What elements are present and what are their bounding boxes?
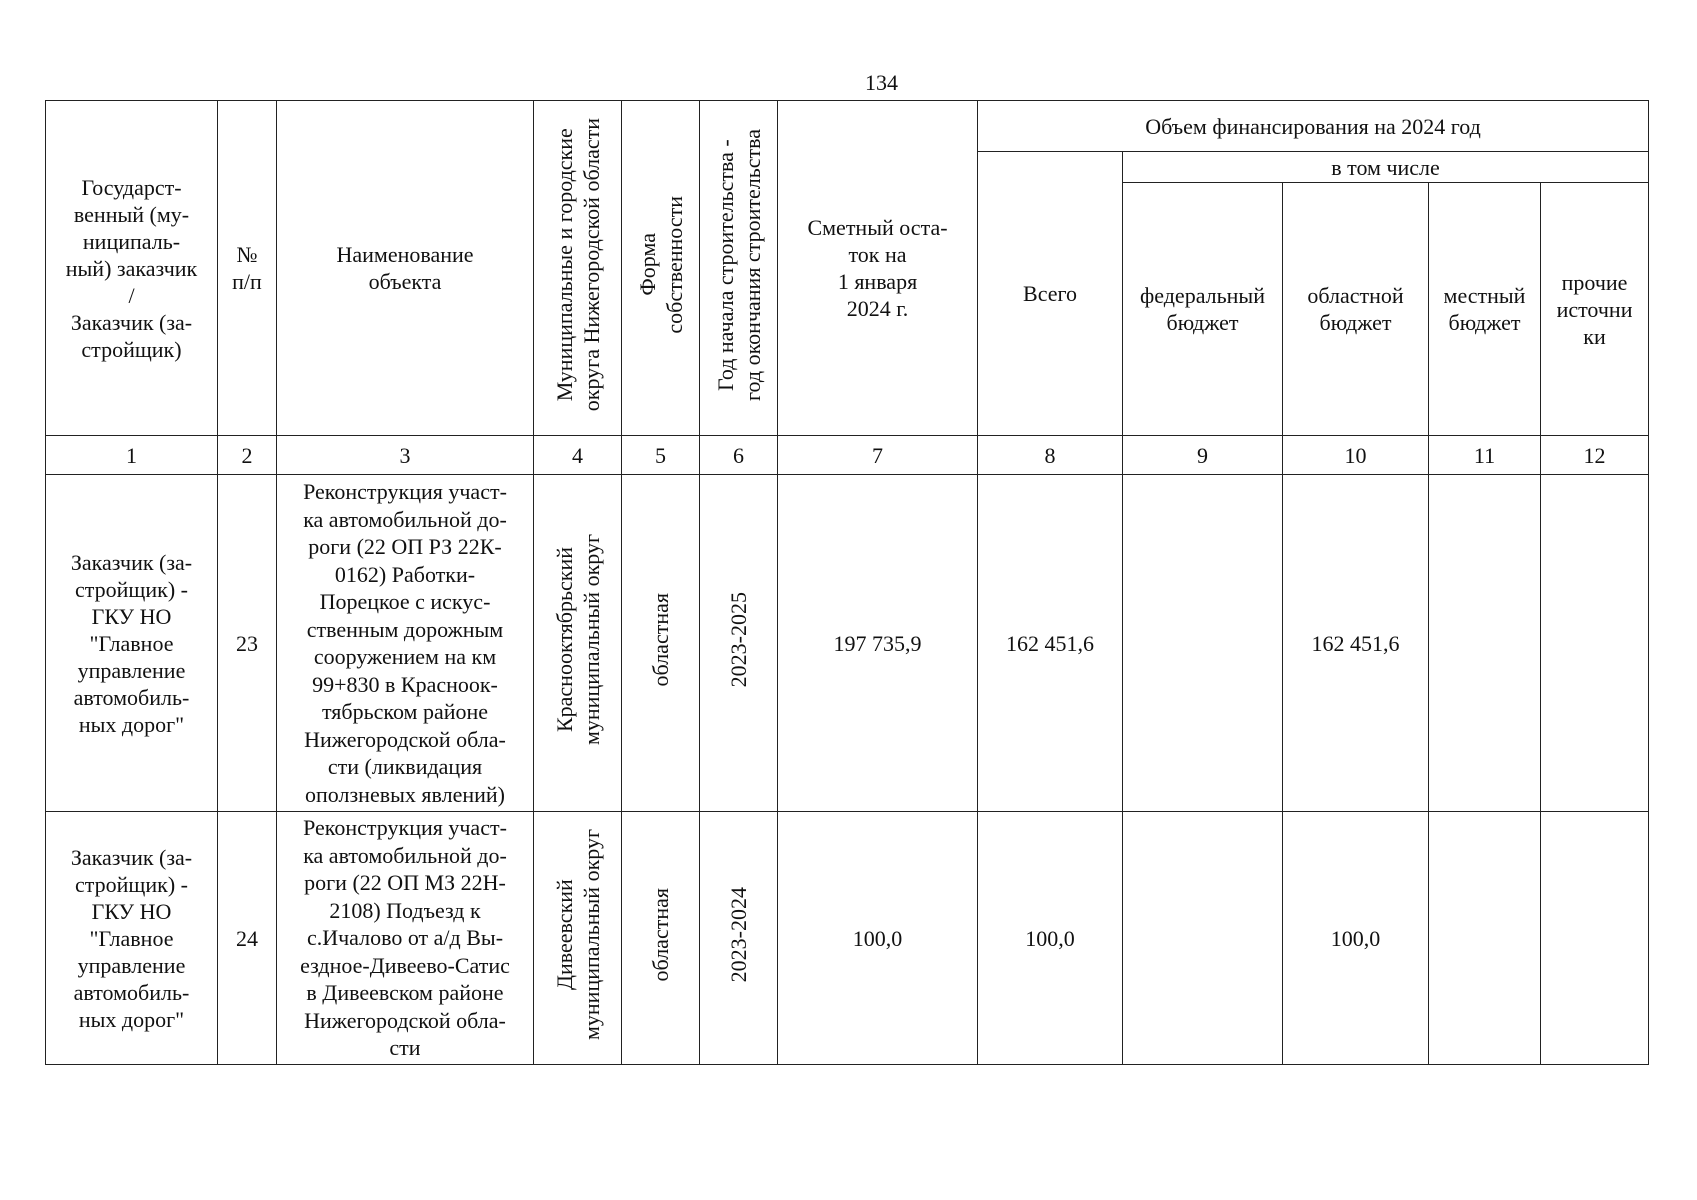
- row-federal-budget: [1123, 475, 1283, 812]
- header-construction-years: Год начала строительства - год окончания строительства: [712, 129, 765, 401]
- row-construction-years: 2023-2024: [726, 887, 751, 983]
- row-construction-years: 2023-2025: [726, 592, 751, 688]
- row-regional-budget: 162 451,6: [1283, 475, 1429, 812]
- table-row: [46, 812, 1649, 1065]
- header-other-sources: прочие источни ки: [1541, 183, 1649, 436]
- row-other-sources: [1541, 475, 1649, 812]
- header-regional-budget: областной бюджет: [1283, 183, 1429, 436]
- column-number: 10: [1283, 436, 1429, 475]
- row-ownership-form-cell: [622, 812, 700, 1065]
- header-construction-years-cell: [700, 101, 778, 436]
- row-number: 23: [218, 475, 277, 812]
- row-other-sources: [1541, 812, 1649, 1065]
- row-number: 24: [218, 812, 277, 1065]
- header-total: Всего: [978, 152, 1123, 436]
- column-number: 1: [46, 436, 218, 475]
- header-ownership-form: Форма собственности: [634, 196, 687, 334]
- row-estimated-balance: 197 735,9: [778, 475, 978, 812]
- header-municipal-district: Муниципальные и городские округа Нижегородской области: [551, 118, 604, 412]
- row-object-name: Реконструкция участ- ка автомобильной до- роги (22 ОП МЗ 22Н- 2108) Подъезд к с.Ичалово от а/д Вы- ездное-Дивеево-Сатис в Дивеевском районе Нижегородской обла- сти: [277, 812, 534, 1065]
- column-number: 12: [1541, 436, 1649, 475]
- row-municipal-district: Дивеевский муниципальный округ: [551, 829, 604, 1041]
- column-number: 2: [218, 436, 277, 475]
- row-ownership-form: областная: [648, 888, 673, 982]
- row-ownership-form-cell: [622, 475, 700, 812]
- header-estimated-balance: Сметный оста- ток на 1 января 2024 г.: [778, 101, 978, 436]
- row-estimated-balance: 100,0: [778, 812, 978, 1065]
- column-number: 4: [534, 436, 622, 475]
- row-municipal-district: Краснооктябрьский муниципальный округ: [551, 534, 604, 746]
- column-number: 11: [1429, 436, 1541, 475]
- header-number: № п/п: [218, 101, 277, 436]
- column-number: 9: [1123, 436, 1283, 475]
- row-object-name: Реконструкция участ- ка автомобильной до- роги (22 ОП РЗ 22К- 0162) Работки- Порецкое с искус- ственным дорожным сооружением на км 99+830 в Красноок- тябрьском районе Нижегородской обла- сти (ликвидация оползневых явлений): [277, 475, 534, 812]
- row-local-budget: [1429, 812, 1541, 1065]
- header-ownership-form-cell: [622, 101, 700, 436]
- row-municipal-district-cell: [534, 475, 622, 812]
- header-row: [46, 101, 1649, 152]
- row-construction-years-cell: [700, 812, 778, 1065]
- column-number: 3: [277, 436, 534, 475]
- row-customer: Заказчик (за- стройщик) - ГКУ НО "Главное управление автомобиль- ных дорог": [46, 812, 218, 1065]
- header-municipal-district-cell: [534, 101, 622, 436]
- column-number: 8: [978, 436, 1123, 475]
- row-total: 162 451,6: [978, 475, 1123, 812]
- row-municipal-district-cell: [534, 812, 622, 1065]
- row-local-budget: [1429, 475, 1541, 812]
- column-number: 5: [622, 436, 700, 475]
- header-customer: Государст- венный (му- ниципаль- ный) заказчик / Заказчик (за- стройщик): [46, 101, 218, 436]
- column-number: 7: [778, 436, 978, 475]
- column-number: 6: [700, 436, 778, 475]
- row-construction-years-cell: [700, 475, 778, 812]
- header-financing-volume: Объем финансирования на 2024 год: [978, 101, 1649, 152]
- row-customer: Заказчик (за- стройщик) - ГКУ НО "Главное управление автомобиль- ных дорог": [46, 475, 218, 812]
- row-total: 100,0: [978, 812, 1123, 1065]
- table-row: [46, 475, 1649, 812]
- row-regional-budget: 100,0: [1283, 812, 1429, 1065]
- header-local-budget: местный бюджет: [1429, 183, 1541, 436]
- page-number: 134: [865, 70, 898, 95]
- financing-table: [45, 100, 1649, 1065]
- row-ownership-form: областная: [648, 593, 673, 687]
- row-federal-budget: [1123, 812, 1283, 1065]
- header-including: в том числе: [1123, 152, 1649, 183]
- header-federal-budget: федеральный бюджет: [1123, 183, 1283, 436]
- header-object-name: Наименование объекта: [277, 101, 534, 436]
- column-number-row: [46, 436, 1649, 475]
